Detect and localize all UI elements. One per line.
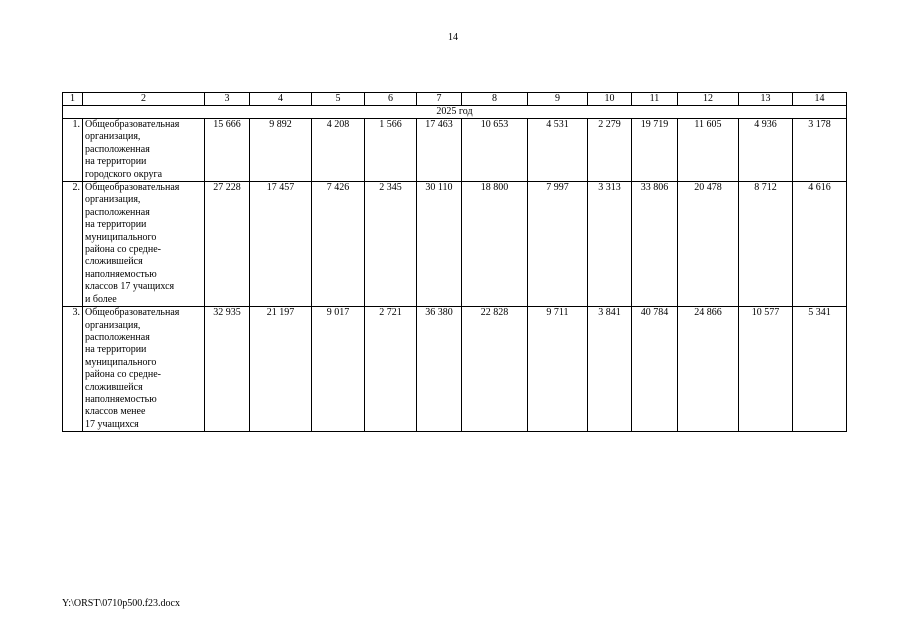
row-number: 2. — [63, 182, 83, 307]
row-name-line: района со средне- — [85, 369, 161, 381]
row-name-line: Общеобразовательная — [85, 119, 180, 130]
row-name-line: расположенная — [85, 206, 150, 218]
column-header: 14 — [793, 93, 847, 106]
column-header: 10 — [588, 93, 632, 106]
value-cell: 15 666 — [205, 119, 250, 182]
page-number: 14 — [448, 32, 458, 43]
value-cell: 22 828 — [462, 307, 528, 432]
column-header: 12 — [678, 93, 739, 106]
value-cell: 36 380 — [417, 307, 462, 432]
row-name-line: и более — [85, 293, 117, 305]
row-name-line: организация, — [85, 319, 141, 331]
row-name-line: на территории — [85, 219, 147, 231]
row-name-line: наполняемостью — [85, 268, 157, 280]
row-name-line: классов 17 учащихся — [85, 281, 175, 293]
row-name-line: сложившейся — [85, 256, 143, 268]
column-header: 11 — [632, 93, 678, 106]
row-name-line: расположенная — [85, 331, 150, 343]
row-number: 3. — [63, 307, 83, 432]
row-name-line: муниципального — [85, 231, 157, 243]
table-row — [63, 119, 847, 182]
value-cell: 1 566 — [365, 119, 417, 182]
value-cell: 8 712 — [739, 182, 793, 307]
row-name-line: 17 учащихся — [85, 418, 139, 430]
value-cell: 18 800 — [462, 182, 528, 307]
table-row — [63, 307, 847, 432]
row-name — [83, 182, 205, 307]
value-cell: 30 110 — [417, 182, 462, 307]
value-cell: 2 345 — [365, 182, 417, 307]
value-cell: 9 892 — [250, 119, 312, 182]
row-name-line: на территории — [85, 156, 147, 168]
row-name-line: района со средне- — [85, 244, 161, 256]
value-cell: 9 711 — [528, 307, 588, 432]
table-row — [63, 182, 847, 307]
value-cell: 21 197 — [250, 307, 312, 432]
value-cell: 4 936 — [739, 119, 793, 182]
row-name-line: Общеобразовательная — [85, 307, 180, 319]
row-number: 1. — [63, 119, 83, 182]
row-name-line: наполняемостью — [85, 393, 157, 405]
value-cell: 2 721 — [365, 307, 417, 432]
column-header: 9 — [528, 93, 588, 106]
value-cell: 10 653 — [462, 119, 528, 182]
value-cell: 2 279 — [588, 119, 632, 182]
column-header: 6 — [365, 93, 417, 106]
column-header: 5 — [312, 93, 365, 106]
column-header: 7 — [417, 93, 462, 106]
column-header: 2 — [83, 93, 205, 106]
value-cell: 27 228 — [205, 182, 250, 307]
value-cell: 24 866 — [678, 307, 739, 432]
column-header: 4 — [250, 93, 312, 106]
value-cell: 11 605 — [678, 119, 739, 182]
value-cell: 3 841 — [588, 307, 632, 432]
value-cell: 4 616 — [793, 182, 847, 307]
row-name — [83, 307, 205, 432]
column-header: 1 — [63, 93, 83, 106]
value-cell: 3 313 — [588, 182, 632, 307]
row-name-line: классов менее — [85, 406, 146, 418]
column-header: 13 — [739, 93, 793, 106]
value-cell: 7 426 — [312, 182, 365, 307]
row-name-line: организация, — [85, 194, 141, 206]
row-name-line: сложившейся — [85, 381, 143, 393]
value-cell: 17 463 — [417, 119, 462, 182]
value-cell: 7 997 — [528, 182, 588, 307]
value-cell: 33 806 — [632, 182, 678, 307]
column-header: 3 — [205, 93, 250, 106]
value-cell: 9 017 — [312, 307, 365, 432]
value-cell: 3 178 — [793, 119, 847, 182]
row-name-line: муниципального — [85, 356, 157, 368]
value-cell: 10 577 — [739, 307, 793, 432]
value-cell: 40 784 — [632, 307, 678, 432]
value-cell: 5 341 — [793, 307, 847, 432]
row-name-line: расположенная — [85, 143, 150, 155]
value-cell: 4 531 — [528, 119, 588, 182]
row-name-line: Общеобразовательная — [85, 182, 180, 194]
value-cell: 32 935 — [205, 307, 250, 432]
row-name-line: организация, — [85, 131, 141, 143]
value-cell: 19 719 — [632, 119, 678, 182]
data-table — [62, 92, 847, 432]
year-row — [63, 106, 847, 119]
row-name — [83, 119, 205, 182]
column-header: 8 — [462, 93, 528, 106]
file-path-footer: Y:\ORST\0710p500.f23.docx — [62, 598, 180, 609]
value-cell: 17 457 — [250, 182, 312, 307]
row-name-line: на территории — [85, 344, 147, 356]
value-cell: 4 208 — [312, 119, 365, 182]
column-number-row — [63, 93, 847, 106]
year-label: 2025 год — [63, 106, 847, 119]
value-cell: 20 478 — [678, 182, 739, 307]
row-name-line: городского округа — [85, 168, 163, 180]
